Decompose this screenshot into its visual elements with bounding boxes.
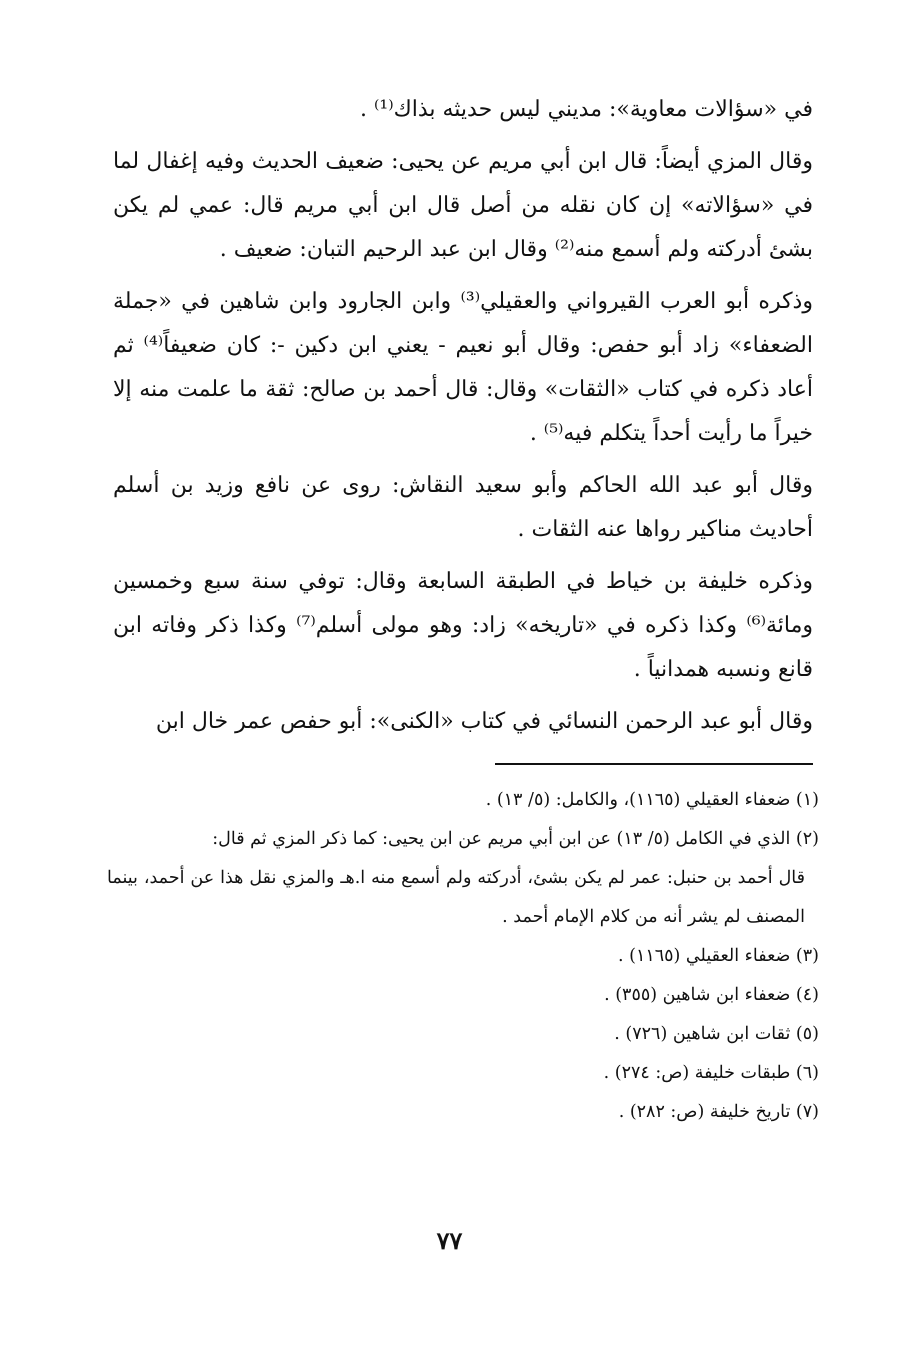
page-number: ٧٧	[436, 1226, 463, 1255]
footnote-2: (٢) الذي في الكامل (٥/ ١٣) عن ابن أبي مريم عن ابن يحيى: كما ذكر المزي ثم قال:	[212, 829, 819, 849]
paragraph-6: وقال أبو عبد الرحمن النسائي في كتاب «الكنى»: أبو حفص عمر خال ابن	[155, 709, 813, 734]
footnote-separator	[495, 763, 813, 765]
footnote-4: (٤) ضعفاء ابن شاهين (٣٥٥) .	[604, 985, 819, 1005]
paragraph-4: وقال أبو عبد الله الحاكم وأبو سعيد النقاش: روى عن نافع وزيد بن أسلم أحاديث مناكير رواها عنه الثقات .	[113, 473, 814, 542]
footnote-7: (٧) تاريخ خليفة (ص: ٢٨٢) .	[618, 1102, 819, 1122]
paragraph-3: وذكره أبو العرب القيرواني والعقيلي⁽³⁾ وابن الجارود وابن شاهين في «جملة الضعفاء» زاد أبو حفص: وقال أبو نعيم - يعني ابن دكين -: كان ضعيفاً⁽⁴⁾ ثم أعاد ذكره في كتاب «الثقات» وقال: قال أحمد بن صالح: ثقة ما علمت منه إلا خيراً ما رأيت أحداً يتكلم فيه⁽⁵⁾ .	[113, 289, 813, 446]
main-text	[113, 88, 813, 752]
footnote-6: (٦) طبقات خليفة (ص: ٢٧٤) .	[603, 1063, 819, 1083]
footnotes	[107, 781, 819, 1132]
footnote-5: (٥) ثقات ابن شاهين (٧٢٦) .	[614, 1024, 819, 1044]
paragraph-5: وذكره خليفة بن خياط في الطبقة السابعة وقال: توفي سنة سبع وخمسين ومائة⁽⁶⁾ وكذا ذكره في «تاريخه» زاد: وهو مولى أسلم⁽⁷⁾ وكذا ذكر وفاته ابن قانع ونسبه همدانياً .	[113, 569, 813, 682]
footnote-2-continuation: قال أحمد بن حنبل: عمر لم يكن بشئ، أدركته ولم أسمع منه ا.هـ والمزي نقل هذا عن أحمد، بينما المصنف لم يشر أنه من كلام الإمام أحمد .	[107, 868, 805, 927]
footnote-1: (١) ضعفاء العقيلي (١١٦٥)، والكامل: (٥/ ١٣) .	[485, 790, 819, 810]
footnote-3: (٣) ضعفاء العقيلي (١١٦٥) .	[617, 946, 819, 966]
paragraph-1: في «سؤالات معاوية»: مديني ليس حديثه بذاك⁽¹⁾ .	[359, 97, 813, 122]
paragraph-2: وقال المزي أيضاً: قال ابن أبي مريم عن يحيى: ضعيف الحديث وفيه إغفال لما في «سؤالاته» إن كان نقله من أصل قال ابن أبي مريم قال: عمي لم يكن بشئ أدركته ولم أسمع منه⁽²⁾ وقال ابن عبد الرحيم التبان: ضعيف .	[113, 149, 813, 262]
